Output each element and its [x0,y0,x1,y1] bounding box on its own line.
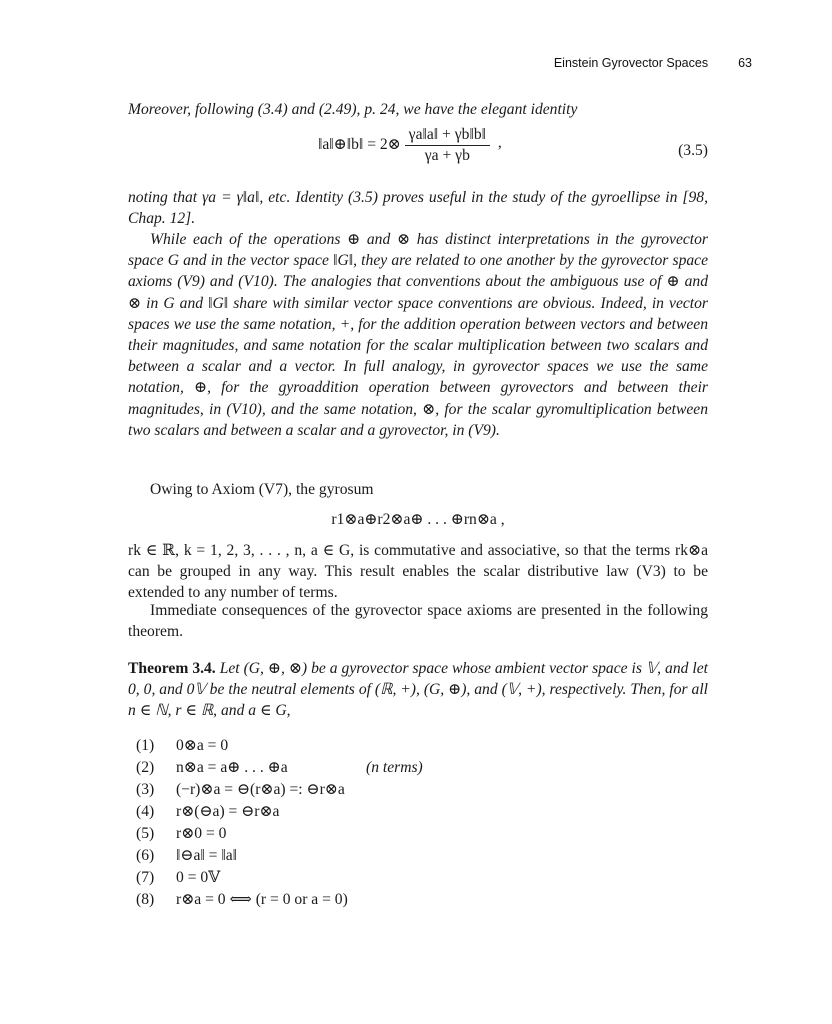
theorem-item [136,867,423,889]
item-formula: r⊗(⊖a) = ⊖r⊗a [176,803,280,820]
theorem-item [136,735,423,757]
theorem-list [136,735,423,911]
item-formula: n⊗a = a⊕ . . . ⊕a [176,759,288,776]
intro-line: Moreover, following (3.4) and (2.49), p. 24, we have the elegant identity [128,101,578,118]
item-formula: r⊗a = 0 ⟺ (r = 0 or a = 0) [176,891,348,908]
theorem-statement: Let (G, ⊕, ⊗) be a gyrovector space whose ambient vector space is 𝕍, and let 0, 0, and 0𝕍 be the neutral elements of (ℝ, +), (G, ⊕), and (𝕍, +), respectively. Then, for all n ∈ ℕ, r ∈ ℝ, and a ∈ G, [128,660,709,720]
item-label: (6) [136,847,155,864]
item-label: (5) [136,825,155,842]
noting-paragraph: noting that γa = γ‖a‖, etc. Identity (3.5) proves useful in the study of the gyroellipse in [98, Chap. 12]. [128,189,708,228]
equation-denominator: γa + γb [424,147,470,164]
consequences-paragraph: Immediate consequences of the gyrovector space axioms are presented in the following theorem. [128,602,708,641]
item-label: (8) [136,891,155,908]
item-label: (4) [136,803,155,820]
item-formula: r⊗0 = 0 [176,825,227,842]
theorem-item [136,823,423,845]
interpretation-paragraph: While each of the operations ⊕ and ⊗ has distinct interpretations in the gyrovector space G and in the vector space ‖G‖, they are related to one another by the gyrovector space axioms (V9) and (V10). The analogies that conventions about the ambiguous use of ⊕ and ⊗ in G and ‖G‖ share with similar vector space conventions are obvious. Indeed, in vector spaces we use the same notation, +, for the addition operation between vectors and between their magnitudes, and same notation for the scalar multiplication between two scalars and between a scalar and a vector. In full analogy, in gyrovector spaces we use the same notation, ⊕, for the gyroaddition operation between gyrovectors and between their magnitudes, in (V10), and the same notation, ⊗, for the scalar gyromultiplication between two scalars and between a scalar and a gyrovector, in (V9). [128,231,708,439]
item-label: (7) [136,869,155,886]
item-formula: ‖⊖a‖ = ‖a‖ [176,847,238,864]
theorem-3-4 [128,658,708,722]
theorem-item [136,801,423,823]
gyrosum-display: r1⊗a⊕r2⊗a⊕ . . . ⊕rn⊗a , [331,511,505,528]
item-formula: (−r)⊗a = ⊖(r⊗a) =: ⊖r⊗a [176,781,345,798]
item-label: (3) [136,781,155,798]
item-note: (n terms) [366,759,423,776]
theorem-item [136,779,423,801]
theorem-item [136,889,423,911]
equation-numerator: γa‖a‖ + γb‖b‖ [405,126,490,146]
theorem-item [136,845,423,867]
equation-lhs: ‖a‖⊕‖b‖ = 2⊗ [318,136,401,154]
gyrosum-intro: Owing to Axiom (V7), the gyrosum [150,481,374,498]
item-label: (2) [136,759,155,776]
gyrosum-paragraph: rk ∈ ℝ, k = 1, 2, 3, . . . , n, a ∈ G, is commutative and associative, so that the terms rk⊗a can be grouped in any way. This result enables the scalar distributive law (V3) to be extended to any number of terms. [128,542,708,602]
equation-trailing: , [497,134,502,152]
theorem-heading: Theorem 3.4. [128,660,216,677]
equation-3-5 [128,124,708,180]
running-title: Einstein Gyrovector Spaces [553,56,709,70]
item-formula: 0 = 0𝕍 [176,869,221,886]
item-label: (1) [136,737,155,754]
page-number: 63 [738,56,752,70]
item-formula: 0⊗a = 0 [176,737,229,754]
equation-label: (3.5) [678,142,708,159]
running-header [554,56,752,70]
equation-fraction [405,126,490,165]
theorem-item [136,757,423,779]
